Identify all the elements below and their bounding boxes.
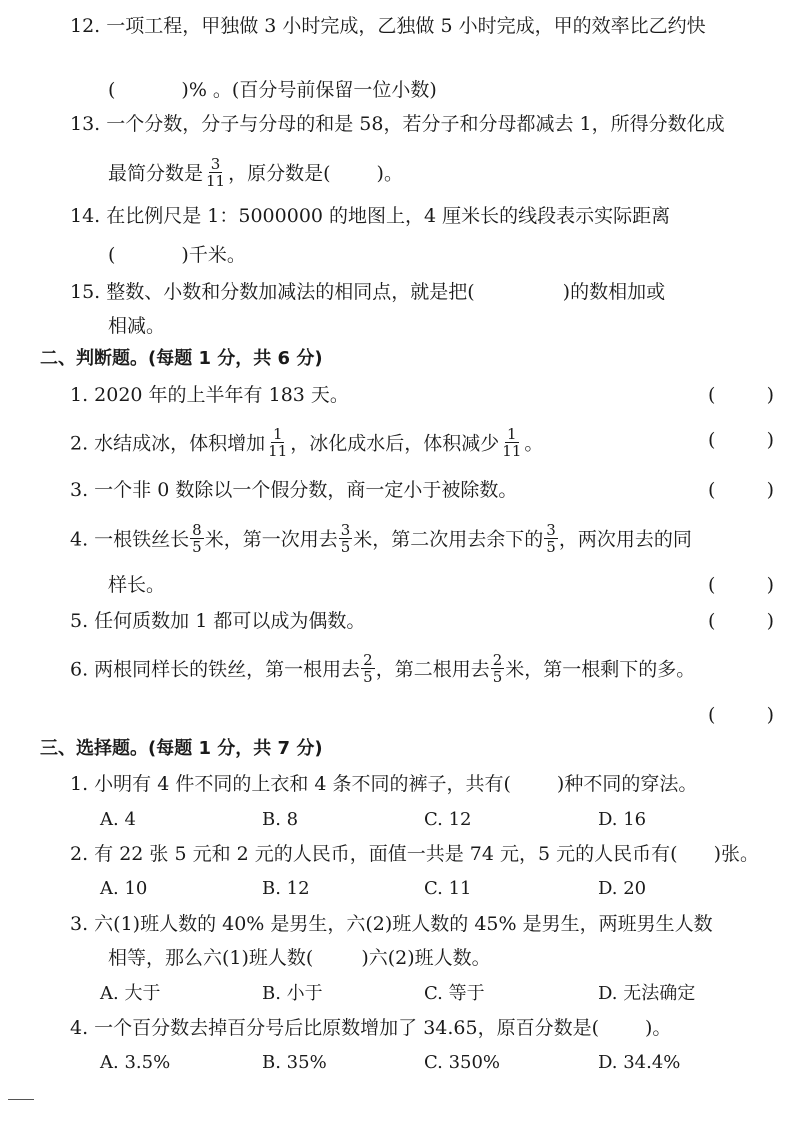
fraction: $\frac{3}{5}$: [546, 521, 556, 556]
judge-q3: 3. 一个非 0 数除以一个假分数，商一定小于被除数。: [70, 479, 518, 501]
corner-mark: [8, 1099, 34, 1100]
choice-q3: 3. 六(1)班人数的 40% 是男生，六(2)班人数的 45% 是男生，两班男生人数: [70, 913, 713, 935]
choice-q1: 1. 小明有 4 件不同的上衣和 4 条不同的裤子，共有( )种不同的穿法。: [70, 773, 698, 795]
q12-line1: 12. 一项工程，甲独做 3 小时完成，乙独做 5 小时完成，甲的效率比乙约快: [70, 15, 706, 37]
option-a[interactable]: A. 3.5%: [100, 1052, 171, 1073]
section-title-choice: 三、选择题。(每题 1 分，共 7 分): [40, 738, 323, 759]
option-b[interactable]: B. 小于: [262, 983, 323, 1004]
fraction: $\frac{3}{11}$: [206, 155, 226, 190]
option-c[interactable]: C. 350%: [424, 1052, 501, 1073]
choice-q2: 2. 有 22 张 5 元和 2 元的人民币，面值一共是 74 元，5 元的人民币有( )张。: [70, 843, 759, 865]
option-b[interactable]: B. 12: [262, 878, 310, 899]
judge-q4-line2: 样长。: [108, 574, 166, 596]
option-d[interactable]: D. 16: [598, 809, 647, 830]
fraction: $\frac{8}{5}$: [192, 521, 202, 556]
option-d[interactable]: D. 20: [598, 878, 647, 899]
answer-paren[interactable]: ( ): [708, 574, 774, 596]
answer-paren[interactable]: ( ): [708, 479, 774, 501]
answer-paren[interactable]: ( ): [708, 384, 774, 406]
fraction: $\frac{1}{11}$: [502, 425, 522, 460]
fraction: $\frac{2}{5}$: [363, 651, 373, 686]
choice-q4: 4. 一个百分数去掉百分号后比原数增加了 34.65，原百分数是( )。: [70, 1017, 672, 1039]
judge-q4: 4. 一根铁丝长 $\frac{8}{5}$ 米，第一次用去 $\frac{3}{5}$ 米，第二次用去余下的 $\frac{3}{5}$ ，两次用去的同: [70, 521, 692, 556]
q15-line1: 15. 整数、小数和分数加减法的相同点，就是把( )的数相加或: [70, 281, 666, 303]
answer-paren[interactable]: ( ): [708, 704, 774, 726]
fraction: $\frac{2}{5}$: [492, 651, 503, 686]
q13-line1: 13. 一个分数，分子与分母的和是 58，若分子和分母都减去 1，所得分数化成: [70, 113, 725, 135]
fraction: $\frac{1}{11}$: [268, 425, 288, 460]
judge-q5: 5. 任何质数加 1 都可以成为偶数。: [70, 610, 366, 632]
option-a[interactable]: A. 大于: [100, 983, 161, 1004]
option-a[interactable]: A. 4: [100, 809, 136, 830]
option-c[interactable]: C. 11: [424, 878, 472, 899]
option-c[interactable]: C. 12: [424, 809, 472, 830]
judge-q2: 2. 水结成冰，体积增加 $\frac{1}{11}$ ，冰化成水后，体积减少 $\frac{1}{11}$ 。: [70, 425, 544, 460]
q13-line2: 最简分数是 $\frac{3}{11}$ ，原分数是( )。: [108, 155, 403, 190]
choice-q3-line2: 相等，那么六(1)班人数( )六(2)班人数。: [108, 947, 491, 969]
option-a[interactable]: A. 10: [100, 878, 148, 899]
q14-line2: ( )千米。: [108, 244, 246, 266]
option-b[interactable]: B. 8: [262, 809, 299, 830]
fraction: $\frac{3}{5}$: [340, 521, 351, 556]
judge-q6: 6. 两根同样长的铁丝，第一根用去 $\frac{2}{5}$ ，第二根用去 $\frac{2}{5}$ 米，第一根剩下的多。: [70, 651, 696, 686]
option-d[interactable]: D. 无法确定: [598, 983, 696, 1004]
q14-line1: 14. 在比例尺是 1：5000000 的地图上，4 厘米长的线段表示实际距离: [70, 205, 671, 227]
judge-q1: 1. 2020 年的上半年有 183 天。: [70, 384, 349, 406]
option-b[interactable]: B. 35%: [262, 1052, 327, 1073]
q15-line2: 相减。: [108, 315, 166, 337]
answer-paren[interactable]: ( ): [708, 429, 774, 451]
option-d[interactable]: D. 34.4%: [598, 1052, 681, 1073]
answer-paren[interactable]: ( ): [708, 610, 774, 632]
q12-line2: ( )% 。(百分号前保留一位小数): [108, 79, 437, 101]
option-c[interactable]: C. 等于: [424, 983, 485, 1004]
section-title-judge: 二、判断题。(每题 1 分，共 6 分): [40, 348, 323, 369]
